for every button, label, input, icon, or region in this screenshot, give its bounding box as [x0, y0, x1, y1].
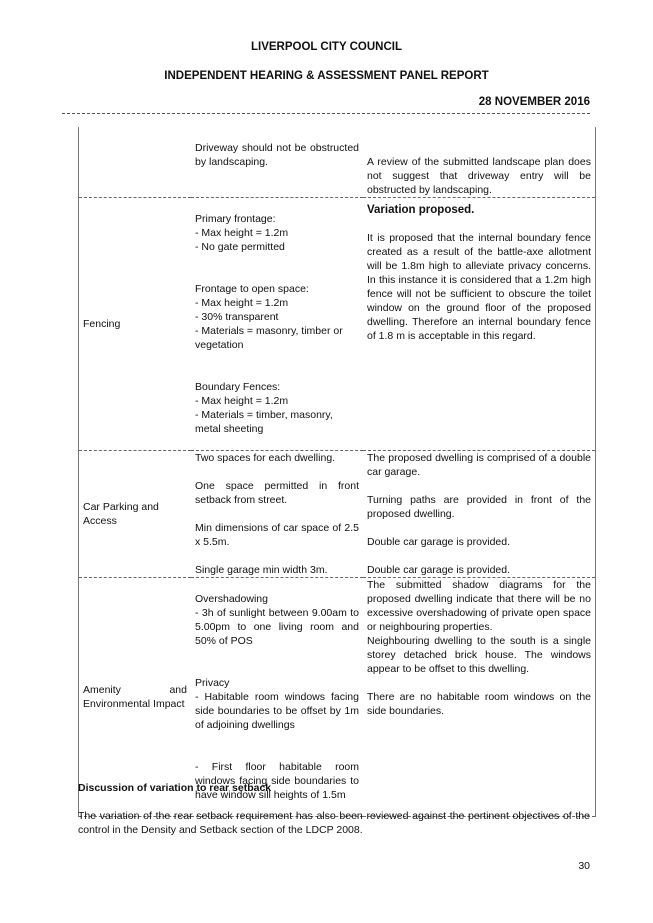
control-text: - First floor habitable room windows facing side boundaries to have window sill heights of 1.5m — [195, 761, 359, 801]
control-text: Primary frontage: - Max height = 1.2m - No gate permitted — [195, 213, 289, 253]
row-label — [79, 127, 192, 198]
control-text: Boundary Fences: - Max height = 1.2m - Materials = timber, masonry, metal sheeting — [195, 381, 333, 435]
proposal-cell — [363, 127, 596, 198]
proposal-cell — [363, 578, 596, 817]
row-label: Fencing — [79, 198, 192, 451]
header-rule — [62, 113, 590, 114]
proposal-text: A review of the submitted landscape plan does not suggest that driveway entry will be obstructed by landscaping. — [367, 156, 591, 196]
proposal-cell — [363, 451, 596, 578]
table-row — [79, 198, 596, 451]
assessment-table — [78, 127, 596, 817]
control-text: Privacy - Habitable room windows facing side boundaries to be offset by 1m of adjoining dwellings — [195, 677, 359, 731]
proposal-text: It is proposed that the internal boundary fence created as a result of the battle-axe allotment will be 1.8m high to alleviate privacy concerns. In this instance it is considered that a 1.2m high fence will not be sufficient to obscure the toilet window on the ground floor of the proposed dwelling. Therefore an internal boundary fence of 1.8 m is acceptable in this regard. — [367, 232, 591, 342]
proposal-text: The submitted shadow diagrams for the proposed dwelling indicate that there will be no excessive overshadowing of private open space or neighbouring properties. — [367, 579, 591, 633]
row-label: Amenity and Environmental Impact — [79, 578, 192, 817]
proposal-text: Turning paths are provided in front of the proposed dwelling. — [367, 494, 591, 520]
discussion-paragraph: The variation of the rear setback requirement has also been reviewed against the pertinent objectives of the control in the Density and Setback section of the LDCP 2008. — [78, 810, 590, 836]
control-text: Single garage min width 3m. — [195, 564, 328, 576]
table-row — [79, 127, 596, 198]
control-text: Two spaces for each dwelling. — [195, 452, 336, 464]
discussion-heading: Discussion of variation to rear setback — [78, 782, 272, 794]
control-cell — [191, 127, 363, 198]
page-number: 30 — [578, 860, 590, 872]
control-text: Frontage to open space: - Max height = 1.2m - 30% transparent - Materials = masonry, timber or vegetation — [195, 283, 343, 351]
report-title: INDEPENDENT HEARING & ASSESSMENT PANEL REPORT — [164, 70, 489, 82]
row-label: Car Parking and Access — [79, 451, 192, 578]
control-cell — [191, 451, 363, 578]
proposal-text: Double car garage is provided. — [367, 536, 511, 548]
control-text: Overshadowing - 3h of sunlight between 9.00am to 5.00pm to one living room and 50% of POS — [195, 593, 359, 647]
proposal-text: Double car garage is provided. — [367, 564, 511, 576]
proposal-cell — [363, 198, 596, 451]
control-text: Driveway should not be obstructed by landscaping. — [195, 142, 359, 168]
table-row — [79, 451, 596, 578]
control-text: One space permitted in front setback from street. — [195, 480, 359, 506]
proposal-text: Neighbouring dwelling to the south is a single storey detached brick house. The windows appear to be offset to this dwelling. — [367, 635, 591, 675]
variation-heading: Variation proposed. — [367, 204, 475, 216]
control-text: Min dimensions of car space of 2.5 x 5.5m. — [195, 522, 359, 548]
proposal-text: The proposed dwelling is comprised of a double car garage. — [367, 452, 591, 478]
control-cell — [191, 198, 363, 451]
proposal-text: There are no habitable room windows on the side boundaries. — [367, 691, 591, 717]
council-title: LIVERPOOL CITY COUNCIL — [250, 41, 402, 53]
report-date: 28 NOVEMBER 2016 — [478, 96, 590, 108]
